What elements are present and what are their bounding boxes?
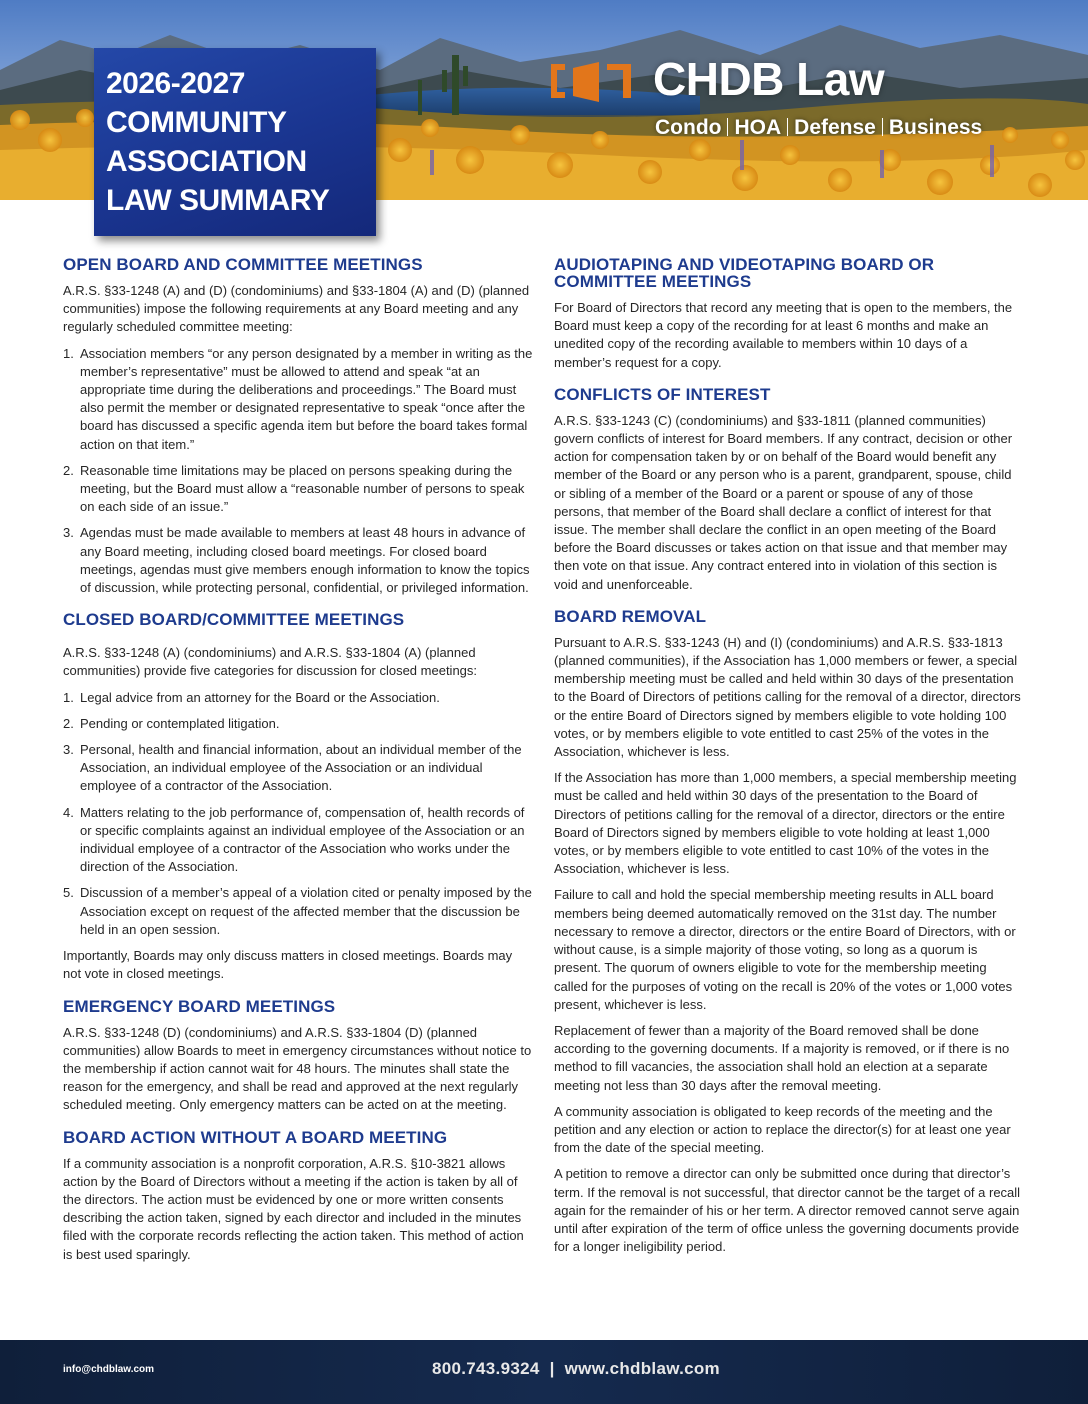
- list-item: [63, 462, 533, 517]
- brand-tagline: [655, 116, 982, 140]
- section-heading: BOARD REMOVAL: [554, 606, 707, 626]
- list-number: 4.: [63, 804, 74, 820]
- list-item: [63, 804, 533, 877]
- left-column: [63, 256, 533, 1278]
- section-open-meetings: [63, 256, 533, 597]
- list-item: [63, 524, 533, 597]
- list-number: 3.: [63, 525, 74, 541]
- section-text: A.R.S. §33-1248 (D) (condominiums) and A.R.S. §33-1804 (D) (planned communities) allow Boards to meet in emergency circumstances without notice to the membership if action cannot wait for 48 hours. The minutes shall state the reason for the emergency, and shall be read and approved at the next regularly scheduled meeting. Only emergency matters can be acted on at the meeting.: [63, 1024, 532, 1113]
- tag-hoa: HOA: [734, 116, 782, 139]
- section-action-without-meeting: [63, 1129, 533, 1264]
- contact-separator: |: [549, 1359, 555, 1378]
- tag-business: Business: [888, 116, 983, 139]
- section-heading: OPEN BOARD AND COMMITTEE MEETINGS: [63, 255, 423, 274]
- email-link[interactable]: info@chdblaw.com: [63, 1364, 155, 1375]
- list-text: Matters relating to the job performance of, compensation of, health records of or specific complaints against an individual employee of the Association or an individual employee of a contractor of the Association who works under the direction of the Association.: [80, 804, 525, 875]
- section-emergency-meetings: [63, 998, 533, 1115]
- paragraph: Pursuant to A.R.S. §33-1243 (H) and (I) (condominiums) and A.R.S. §33-1813 (planned communities), if the Association has 1,000 members or fewer, a special membership meeting must be called and held within 30 days of the presentation to the Board of Directors of petitions calling for the removal of a director, directors or the entire Board of Directors signed by members eligible to vote holding 100 votes, or by members eligible to vote entitled to cast 25% of the votes in the Association, whichever is less.: [554, 634, 1021, 760]
- tag-condo: Condo: [655, 116, 722, 139]
- section-heading: CLOSED BOARD/COMMITTEE MEETINGS: [63, 610, 405, 630]
- section-board-removal: [554, 608, 1022, 1257]
- list-text: Reasonable time limitations may be placed on persons speaking during the meeting, but the Board must allow a “reasonable number of persons to speak on each side of an issue.”: [80, 462, 525, 515]
- section-heading: EMERGENCY BOARD MEETINGS: [63, 996, 336, 1016]
- heading-line: AUDIOTAPING AND VIDEOTAPING BOARD OR: [554, 255, 935, 274]
- requirements-list: [63, 345, 533, 598]
- title-line: 2026-2027: [106, 67, 245, 100]
- list-item: [63, 689, 533, 707]
- website-link[interactable]: www.chdblaw.com: [564, 1359, 720, 1378]
- paragraph: If the Association has more than 1,000 members, a special membership meeting must be called and held within 30 days of the presentation to the Board of Directors of petitions calling for the removal of a director, directors or the entire Board of Directors signed by members eligible to vote holding at least 1,000 votes, or by members eligible to vote entitled to cast 10% of the votes in the Association, whichever is less.: [554, 770, 1017, 877]
- paragraph: A petition to remove a director can only be submitted once during that director’s term. If the removal is not successful, that director cannot be the target of a recall again for the remainder of his or her term. A director removed cannot serve again until after expiration of the term of office unless the governing documents provide for a longer ineligibility period.: [554, 1166, 1021, 1255]
- section-recording-meetings: [554, 256, 1022, 372]
- section-closing: Importantly, Boards may only discuss matters in closed meetings. Boards may not vote in closed meetings.: [63, 948, 513, 982]
- tag-divider: [882, 118, 883, 136]
- tag-divider: [727, 118, 728, 136]
- footer-bar: [0, 1340, 1088, 1404]
- list-item: [63, 884, 533, 939]
- list-number: 5.: [63, 885, 74, 901]
- list-text: Association members “or any person designated by a member in writing as the member’s representative” must be allowed to attend and speak “at an appropriate time during the deliberations and proceedings.” The Board must also permit the member or designated representative to speak “once after the board has discussed a specific agenda item but before the board takes formal action on that item.”: [80, 345, 533, 452]
- section-intro: A.R.S. §33-1248 (A) and (D) (condominiums) and §33-1804 (A) and (D) (planned communities) impose the following requirements at any Board meeting and any regularly scheduled committee meeting:: [63, 283, 530, 335]
- right-column: [554, 256, 1022, 1270]
- paragraph: A community association is obligated to keep records of the meeting and the petition and any election or action to replace the director(s) for at least one year from the date of the special meeting.: [554, 1103, 1011, 1156]
- section-heading: CONFLICTS OF INTEREST: [554, 384, 771, 404]
- paragraph: Failure to call and hold the special membership meeting results in ALL board members being deemed automatically removed on the 31st day. The number necessary to remove a director, directors or the entire Board of Directors, with or without cause, is a simple majority of those voting, so long as a quorum is present. The quorum of owners eligible to vote for the membership meeting called for the purposes of voting on the recall is 20% of the votes or 1,000 votes present, whichever is less.: [554, 887, 1016, 1012]
- section-intro: A.R.S. §33-1248 (A) (condominiums) and A.R.S. §33-1804 (A) (planned communities) provide five categories for discussion for closed meetings:: [63, 645, 478, 679]
- title-line: ASSOCIATION: [106, 145, 307, 178]
- tag-divider: [787, 118, 788, 136]
- section-heading: [554, 256, 1022, 290]
- contact-info: [432, 1359, 720, 1379]
- phone-number[interactable]: 800.743.9324: [432, 1359, 540, 1378]
- list-number: 2.: [63, 715, 74, 731]
- list-text: Pending or contemplated litigation.: [80, 715, 280, 731]
- tag-defense: Defense: [794, 116, 876, 139]
- categories-list: [63, 689, 533, 939]
- list-item: [63, 715, 533, 733]
- title-line: COMMUNITY: [106, 106, 287, 139]
- section-conflicts-of-interest: [554, 386, 1022, 594]
- list-number: 2.: [63, 462, 74, 478]
- list-number: 3.: [63, 742, 74, 758]
- heading-line: COMMITTEE MEETINGS: [554, 272, 752, 291]
- section-heading: BOARD ACTION WITHOUT A BOARD MEETING: [63, 1127, 448, 1147]
- list-item: [63, 345, 533, 454]
- section-text: If a community association is a nonprofit corporation, A.R.S. §10-3821 allows action by the Board of Directors without a meeting if the action is taken by all of the directors. The action must be evidenced by one or more written consents describing the action taken, signed by each director and included in the minutes filed with the corporate records reflecting the action taken. This method of action is best used sparingly.: [63, 1155, 524, 1262]
- brand-name: CHDB Law: [653, 53, 885, 105]
- chdb-logo-icon: [545, 58, 635, 102]
- title-line: LAW SUMMARY: [106, 184, 330, 217]
- list-text: Personal, health and financial information, about an individual member of the Association, an individual employee of the Association or an individual employee of a contractor of the Association.: [80, 742, 522, 794]
- list-text: Discussion of a member’s appeal of a violation cited or penalty imposed by the Association except on request of the affected member that the discussion be held in an open session.: [80, 885, 532, 937]
- section-closed-meetings: [63, 611, 533, 983]
- list-number: 1.: [63, 345, 74, 361]
- section-text: For Board of Directors that record any meeting that is open to the members, the Board must keep a copy of the recording for at least 6 months and make an unedited copy of the recording available to members within 10 days of a member’s request for a copy.: [554, 300, 1013, 370]
- document-title-box: [94, 48, 376, 236]
- list-number: 1.: [63, 689, 74, 705]
- list-text: Agendas must be made available to members at least 48 hours in advance of any Board meeting, including closed board meetings. For closed board meetings, agendas must give members enough information to know the topics of discussion, while protecting personal, confidential, or privileged information.: [80, 525, 530, 596]
- list-item: [63, 741, 533, 796]
- section-text: A.R.S. §33-1243 (C) (condominiums) and §33-1811 (planned communities) govern conflicts of interest for Board members. If any contract, decision or other action for compensation taken by or on behalf of the Board would benefit any member of the Board or any person who is a parent, grandparent, spouse, child or sibling of a member of the Board or a parent or spouse of any of those persons, that member of the Board shall declare a conflict of interest for that issue. The member shall declare the conflict in an open meeting of the Board before the Board discusses or takes action on that issue and that member may then vote on that issue. Any contract entered into in violation of this section is void and unenforceable.: [554, 412, 1013, 592]
- list-text: Legal advice from an attorney for the Board or the Association.: [80, 689, 440, 705]
- paragraph: Replacement of fewer than a majority of the Board removed shall be done according to the governing documents. If a majority is removed, or if there is no method to fill vacancies, the association shall hold an election at a separate meeting not less than 30 days after the removal meeting.: [554, 1022, 1010, 1093]
